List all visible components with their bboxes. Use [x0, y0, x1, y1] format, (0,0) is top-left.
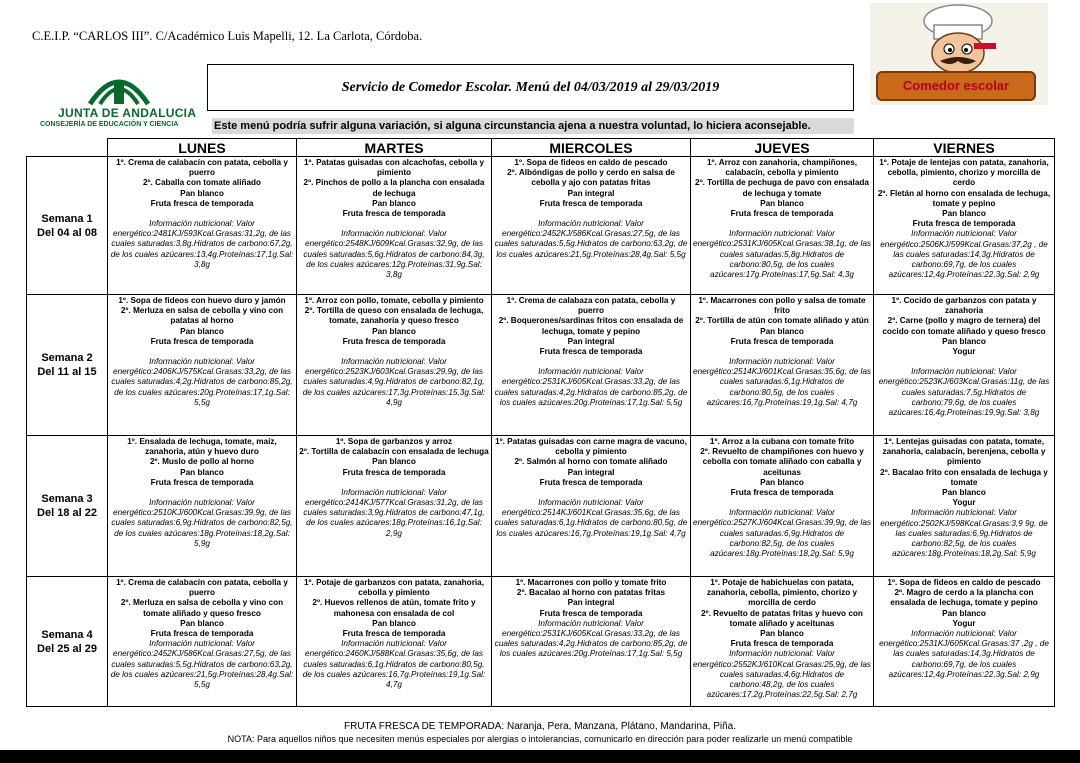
second-course: 2º. Caballa con tomate aliñado: [142, 178, 262, 188]
dessert: Fruta fresca de temporada: [150, 336, 254, 346]
bread: Pan blanco: [760, 477, 804, 487]
day-header-jueves: JUEVES: [691, 139, 874, 157]
bread: Pan blanco: [942, 488, 986, 498]
bread: Pan integral: [567, 598, 615, 608]
first-course: 1º. Patatas guisadas con carne magra de vacuno, cebolla y pimiento: [495, 437, 687, 457]
dessert: Fruta fresca de temporada: [730, 209, 834, 219]
week-label: [27, 157, 108, 295]
nutrition-info: Información nutricional: Valor energético:2406KJ/575Kcal.Grasas:33,2g, de las cuales saturadas:4,2g.Hidratos de carbono:85,2g, de los cuales azúcares:20g.Proteínas:17,1g.Sal: 5,5g: [111, 357, 293, 407]
second-course: 2º. Tortilla de pechuga de pavo con ensalada de lechuga y tomate: [695, 178, 869, 198]
week-dates: Del 04 al 08: [37, 226, 97, 239]
menu-cell: [492, 436, 691, 577]
week-label: [27, 295, 108, 436]
bread: Pan blanco: [372, 198, 416, 208]
nutrition-info: Información nutricional: Valor energético:2514KJ/601Kcal.Grasas:35,6g, de las cuales saturadas:6,1g.Hidratos de carbono:80,5g, de los cuales azúcares:16,7g.Proteínas:19,1g.Sal: 4,7g: [494, 498, 688, 538]
dessert: Yogur: [952, 347, 976, 357]
second-course: 2º. Fletán al horno con ensalada de lechuga, tomate y pepino: [877, 188, 1051, 208]
chef-icon: [870, 3, 1048, 73]
first-course: 1º. Potaje de lentejas con patata, zanahoria, cebolla, pimiento, chorizo y morcilla de cerdo: [879, 158, 1049, 188]
first-course: 1º. Arroz con zanahoria, champiñones, calabacín, cebolla y pimiento: [706, 158, 858, 178]
week-dates: Del 11 al 15: [37, 366, 97, 378]
dessert: Fruta fresca de temporada: [730, 336, 834, 346]
first-course: 1º. Sopa de fideos en caldo de pescado: [514, 158, 668, 167]
day-header-viernes: VIERNES: [874, 139, 1055, 157]
dessert: Fruta fresca de temporada: [539, 198, 643, 208]
week-name: Semana 4: [41, 628, 93, 641]
second-course: 2º. Boquerones/sardinas fritos con ensalada de lechuga, tomate y pepino: [498, 316, 684, 336]
menu-cell: [297, 295, 492, 436]
nutrition-info: Información nutricional: Valor energético:2531KJ/605Kcal.Grasas:33,2g, de las cuales saturadas:4,2g.Hidratos de carbono:85,2g, de los cuales azúcares:20g.Proteínas:17,1g.Sal: 5,5g: [494, 367, 688, 407]
second-course: 2º. Muslo de pollo al horno: [150, 457, 254, 467]
second-course: 2º. Merluza en salsa de cebolla y vino con patatas al horno: [120, 306, 284, 326]
school-address: C.E.I.P. “CARLOS III”. C/Académico Luis Mapelli, 12. La Carlota, Córdoba.: [32, 29, 423, 43]
menu-cell: [297, 157, 492, 295]
menu-cell: [108, 577, 297, 707]
first-course: 1º. Crema de calabaza con patata, cebolla y puerro: [506, 296, 676, 316]
allergy-note: NOTA: Para aquellos niños que necesiten menús especiales por alergias o intolerancias, comunicarlo en dirección para poder realizarle un menú compatible: [227, 734, 853, 744]
dessert: Fruta fresca de temporada: [730, 488, 834, 498]
day-header-lunes: LUNES: [108, 139, 297, 157]
bread: Pan blanco: [760, 198, 804, 208]
dessert: Fruta fresca de temporada: [342, 209, 446, 219]
second-course: 2º. Magro de cerdo a la plancha con ensalada de lechuga, tomate y pepino: [890, 588, 1038, 608]
dessert: Fruta fresca de temporada: [539, 608, 643, 618]
week-row-1: [27, 157, 1055, 295]
nutrition-info: Información nutricional: Valor energético:2531KJ/605Kcal.Grasas:33,2g, de las cuales saturadas:4,2g.Hidratos de carbono:85,2g, de los cuales azúcares:20g.Proteínas:17,1g.Sal: 5,5g: [494, 618, 688, 659]
week-row-2: [27, 295, 1055, 436]
menu-title: Servicio de Comedor Escolar. Menú del 04/03/2019 al 29/03/2019: [207, 64, 854, 111]
bread: Pan blanco: [760, 326, 804, 336]
nutrition-info: Información nutricional: Valor energético:2414KJ/577Kcal.Grasas:31,2g, de las cuales saturadas:3,9g.Hidratos de carbono:47,1g, de los cuales azúcares:18g.Proteínas:16,1g.Sal: 2,9g: [303, 487, 485, 538]
day-header-miercoles: MIERCOLES: [492, 139, 691, 157]
nutrition-info: Información nutricional: Valor energético:2460KJ/588Kcal.Grasas:35,6g, de las cuales saturadas:6,1g.Hidratos de carbono:80,5g, de los cuales azúcares:16,7g.Proteínas:19,1g.Sal: 4,7g: [302, 639, 486, 690]
nutrition-info: Información nutricional: Valor energético:2527KJ/604Kcal.Grasas:39,9g, de las cuales saturadas:6,9g.Hidratos de carbono:82,5g, de los cuales azúcares:18g.Proteínas:18,2g.Sal: 5,9g: [693, 508, 871, 559]
week-name: Semana 2: [41, 352, 93, 364]
week-dates: Del 25 al 29: [37, 642, 97, 655]
first-course: 1º. Macarrones con pollo y salsa de tomate frito: [698, 296, 866, 316]
first-course: 1º. Patatas guisadas con alcachofas, cebolla y pimiento: [303, 158, 484, 178]
menu-cell: [691, 577, 874, 707]
logo-department: CONSEJERÍA DE EDUCACIÓN Y CIENCIA: [40, 121, 179, 128]
nutrition-info: Información nutricional: Valor energético:2452KJ/586Kcal.Grasas:27,5g, de las cuales saturadas:5,5g.Hidratos de carbono:63,2g, de los cuales azúcares:21,5g.Proteínas:28,4g.Sal: 5,5g: [110, 639, 294, 690]
bread: Pan blanco: [372, 618, 416, 628]
menu-cell: [492, 577, 691, 707]
dessert: Fruta fresca de temporada: [342, 336, 446, 346]
second-course: 2º. Pinchos de pollo a la plancha con ensalada de lechuga: [303, 178, 485, 198]
day-header-martes: MARTES: [297, 139, 492, 157]
days-header-row: [27, 139, 1055, 157]
nutrition-info: Información nutricional: Valor energético:2510KJ/600Kcal.Grasas:39,9g, de las cuales saturadas:6,9g.Hidratos de carbono:82,5g, de los cuales azúcares:18g.Proteínas:18,2g.Sal: 5,9g: [111, 498, 293, 548]
menu-cell: [691, 157, 874, 295]
first-course: 1º. Cocido de garbanzos con patata y zanahoria: [891, 296, 1037, 316]
bread: Pan blanco: [180, 326, 224, 336]
dessert: Yogur: [952, 498, 976, 508]
bread: Pan blanco: [372, 326, 416, 336]
dessert: Fruta fresca de temporada: [342, 467, 446, 477]
first-course: 1º. Crema de calabacín con patata, cebolla y puerro: [116, 158, 288, 178]
nutrition-info: Información nutricional: Valor energético:2502KJ/598Kcal.Grasas:3,9 9g, de las cuales saturadas:6,9g.Hidratos de carbono:82,5g, de los cuales azúcares:18g.Proteínas:18,2g.Sal: 5,9g: [880, 508, 1048, 559]
second-course: 2º. Bacalao al horno con patatas fritas: [516, 588, 666, 598]
week-label: [27, 577, 108, 707]
bread: Pan integral: [567, 336, 615, 346]
bread: Pan blanco: [180, 467, 224, 477]
menu-table: [26, 138, 1055, 707]
menu-cell: [108, 436, 297, 577]
first-course: 1º. Sopa de fideos en caldo de pescado: [887, 578, 1041, 587]
nutrition-info: Información nutricional: Valor energético:2452KJ/586Kcal.Grasas:27,5g, de las cuales saturadas:5,5g.Hidratos de carbono:63,2g, de los cuales azúcares:21,5g.Proteínas:28,4g.Sal: 5,5g: [494, 219, 688, 259]
dessert: Fruta fresca de temporada: [539, 347, 643, 357]
menu-cell: [108, 157, 297, 295]
menu-cell: [874, 436, 1055, 577]
logo-arch-icon: [84, 66, 154, 106]
bread: Pan blanco: [942, 209, 986, 219]
first-course: 1º. Arroz con pollo, tomate, cebolla y pimiento: [304, 296, 484, 305]
nutrition-info: Información nutricional: Valor energético:2531KJ/605Kcal.Grasas:37 ,2g , de las cuales saturadas:14,3g.Hidratos de carbono:69,7g, de los cuales azúcares:12,4g.Proteínas:22,3g.Sal: 2,9g: [879, 629, 1049, 679]
first-course: 1º. Arroz a la cubana con tomate frito: [709, 437, 855, 446]
first-course: 1º. Ensalada de lechuga, tomate, maíz, zanahoria, atún y huevo duro: [127, 437, 277, 457]
bread: Pan integral: [567, 467, 615, 477]
dessert: Fruta fresca de temporada: [150, 477, 254, 487]
chef-mascot: [870, 3, 1048, 105]
week-dates: Del 18 al 22: [37, 507, 97, 519]
week-name: Semana 1: [41, 212, 93, 225]
nutrition-info: Información nutricional: Valor energético:2481KJ/593Kcal.Grasas:31,2g, de las cuales saturadas:3,8g.Hidratos de carbono:67,2g, de los cuales azúcares:13,4g.Proteínas:17,1g.Sal: 3,8g: [110, 219, 294, 269]
week-label: [27, 436, 108, 577]
first-course: 1º. Lentejas guisadas con patata, tomate, zanahoria, calabacín, berenjena, cebolla y pimiento: [882, 437, 1046, 467]
bread: Pan blanco: [942, 608, 986, 618]
second-course: 2º. Revuelto de patatas fritas y huevo con tomate aliñado y aceitunas: [701, 608, 863, 628]
second-course: 2º. Bacalao frito con ensalada de lechuga y tomate: [880, 467, 1048, 487]
variation-warning: Este menú podría sufrir alguna variación, si alguna circunstancia ajena a nuestra voluntad, lo hiciera aconsejable.: [212, 118, 854, 134]
nutrition-info: Información nutricional: Valor energético:2548KJ/609Kcal.Grasas:32,9g, de las cuales saturadas:5,6g.Hidratos de carbono:84,3g, de los cuales azúcares:12g.Proteínas:31,9g.Sal: 3,8g: [303, 229, 485, 280]
week-name: Semana 3: [41, 493, 93, 505]
dessert: Fruta fresca de temporada: [539, 477, 643, 487]
first-course: 1º. Potaje de garbanzos con patata, zanahoria, cebolla y pimiento: [304, 578, 484, 598]
nutrition-info: Información nutricional: Valor energético:2514KJ/601Kcal.Grasas:35,6g, de las cuales saturadas:6,1g.Hidratos de carbono:80,5g, de los cuales azúcares:16,7g.Proteínas:19,1g.Sal: 4,7g: [693, 357, 871, 407]
second-course: 2º. Tortilla de queso con ensalada de lechuga, tomate, zanahoria y queso fresco: [304, 306, 484, 326]
dessert: Fruta fresca de temporada: [342, 629, 446, 639]
junta-andalucia-logo: [40, 66, 200, 136]
week-row-4: [27, 577, 1055, 707]
second-course: 2º. Huevos rellenos de atún, tomate frito y mahonesa con ensalada de col: [312, 598, 476, 618]
second-course: 2º. Carne (pollo y magro de ternera) del cocido con tomate aliñado y queso fresco: [882, 316, 1046, 336]
menu-cell: [492, 295, 691, 436]
first-course: 1º. Sopa de garbanzos y arroz: [335, 437, 453, 446]
week-row-3: [27, 436, 1055, 577]
nutrition-info: Información nutricional: Valor energético:2506KJ/599Kcal.Grasas:37,2g , de las cuales saturadas:14,3g.Hidratos de carbono:69,7g, de los cuales azúcares:12,4g.Proteínas:22,3g.Sal: 2,9g: [880, 229, 1048, 280]
nutrition-info: Información nutricional: Valor energético:2523KJ/603Kcal.Grasas:11g, de las cuales saturadas:7,5g.Hidratos de carbono:79,6g, de los cuales azúcares:16,4g.Proteínas:19,9g.Sal: 3,8g: [878, 367, 1050, 418]
menu-cell: [297, 436, 492, 577]
menu-cell: [492, 157, 691, 295]
second-course: 2º. Albóndigas de pollo y cerdo en salsa de cebolla y ajo con patatas fritas: [507, 168, 675, 188]
corner-cell: [27, 139, 108, 157]
bread: Pan integral: [567, 188, 615, 198]
menu-cell: [108, 295, 297, 436]
comedor-escolar-label: Comedor escolar: [902, 78, 1010, 93]
bread: Pan blanco: [760, 629, 804, 639]
menu-cell: [297, 577, 492, 707]
logo-name: JUNTA DE ANDALUCIA: [58, 106, 197, 120]
bread: Pan blanco: [180, 188, 224, 198]
dessert: Fruta fresca de temporada: [150, 629, 254, 639]
dessert: Fruta fresca de temporada: [730, 639, 834, 649]
menu-cell: [691, 436, 874, 577]
first-course: 1º. Crema de calabacín con patata, cebolla y puerro: [116, 578, 288, 598]
nutrition-info: Información nutricional: Valor energético:2531KJ/605Kcal.Grasas:38,1g, de las cuales saturadas:5,8g.Hidratos de carbono:80,5g, de los cuales azúcares:17g.Proteínas:17,5g.Sal: 4,3g: [693, 229, 871, 280]
fruit-note: FRUTA FRESCA DE TEMPORADA: Naranja, Pera, Manzana, Plátano, Mandarina, Piña.: [343, 721, 736, 732]
dessert: Fruta fresca de temporada: [912, 219, 1016, 229]
dessert: Fruta fresca de temporada: [150, 198, 254, 208]
dessert: Yogur: [952, 618, 976, 628]
menu-cell: [874, 295, 1055, 436]
bread: Pan blanco: [942, 336, 986, 346]
first-course: 1º. Sopa de fideos con huevo duro y jamón: [118, 296, 286, 305]
nutrition-info: Información nutricional: Valor energético:2552KJ/610Kcal.Grasas:25,9g, de las cuales saturadas:4,6g.Hidratos de carbono:48,2g, de los cuales azúcares:17,2g.Proteínas:22,5g.Sal: 2,7g: [693, 649, 871, 700]
second-course: 2º. Revuelto de champiñones con huevo y cebolla con tomate aliñado con caballa y aceitunas: [700, 447, 864, 477]
nutrition-info: Información nutricional: Valor energético:2523KJ/603Kcal.Grasas:29,9g, de las cuales saturadas:4,9g.Hidratos de carbono:82,1g, de los cuales azúcares:17,3g.Proteínas:15,3g.Sal: 4,9g: [302, 357, 486, 407]
second-course: 2º. Tortilla de atún con tomate aliñado y atún: [695, 316, 869, 326]
second-course: 2º. Salmón al horno con tomate aliñado: [514, 457, 668, 467]
first-course: 1º. Macarrones con pollo y tomate frito: [515, 578, 667, 587]
menu-cell: [874, 577, 1055, 707]
menu-cell: [691, 295, 874, 436]
bread: Pan blanco: [372, 457, 416, 467]
first-course: 1º. Potaje de habichuelas con patata, zanahoria, cebolla, pimiento, chorizo y morcilla de cerdo: [706, 578, 858, 608]
second-course: 2º. Tortilla de calabacín con ensalada de lechuga: [299, 447, 489, 457]
bottom-bar: [0, 750, 1080, 763]
second-course: 2º. Merluza en salsa de cebolla y vino con tomate aliñado y queso fresco: [120, 598, 284, 618]
bread: Pan blanco: [180, 618, 224, 628]
menu-cell: [874, 157, 1055, 295]
comedor-escolar-banner: [876, 71, 1036, 101]
